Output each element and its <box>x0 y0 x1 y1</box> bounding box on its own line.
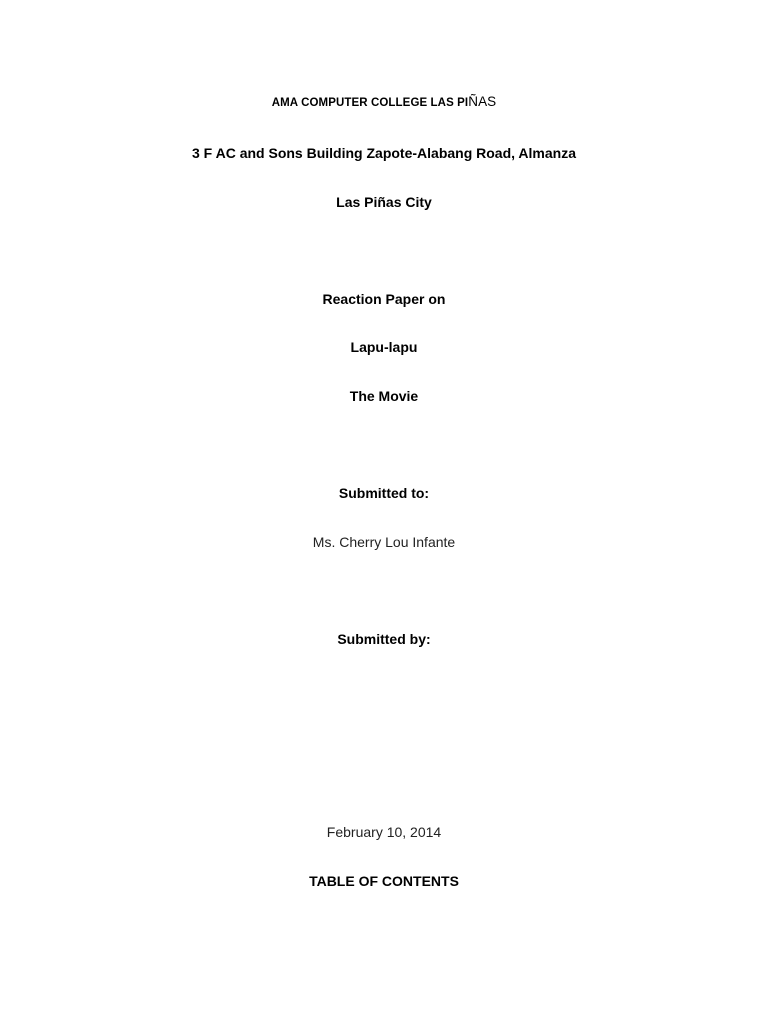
college-name-main: AMA COMPUTER COLLEGE LAS PI <box>271 97 469 109</box>
submitted-to-name: Ms. Cherry Lou Infante <box>312 534 456 550</box>
paper-title-line-1: Reaction Paper on <box>322 291 446 307</box>
address-line: 3 F AC and Sons Building Zapote-Alabang Road, Almanza <box>192 145 576 161</box>
submission-date: February 10, 2014 <box>326 824 442 840</box>
paper-title-line-3: The Movie <box>349 388 419 404</box>
city-line: Las Piñas City <box>336 194 432 210</box>
college-name-tail: ÑAS <box>468 94 497 109</box>
paper-title-line-2: Lapu-lapu <box>350 339 418 355</box>
table-of-contents-heading: TABLE OF CONTENTS <box>309 873 459 889</box>
submitted-by-label: Submitted by: <box>337 631 431 647</box>
submitted-to-label: Submitted to: <box>338 485 430 501</box>
college-name <box>0 92 768 113</box>
